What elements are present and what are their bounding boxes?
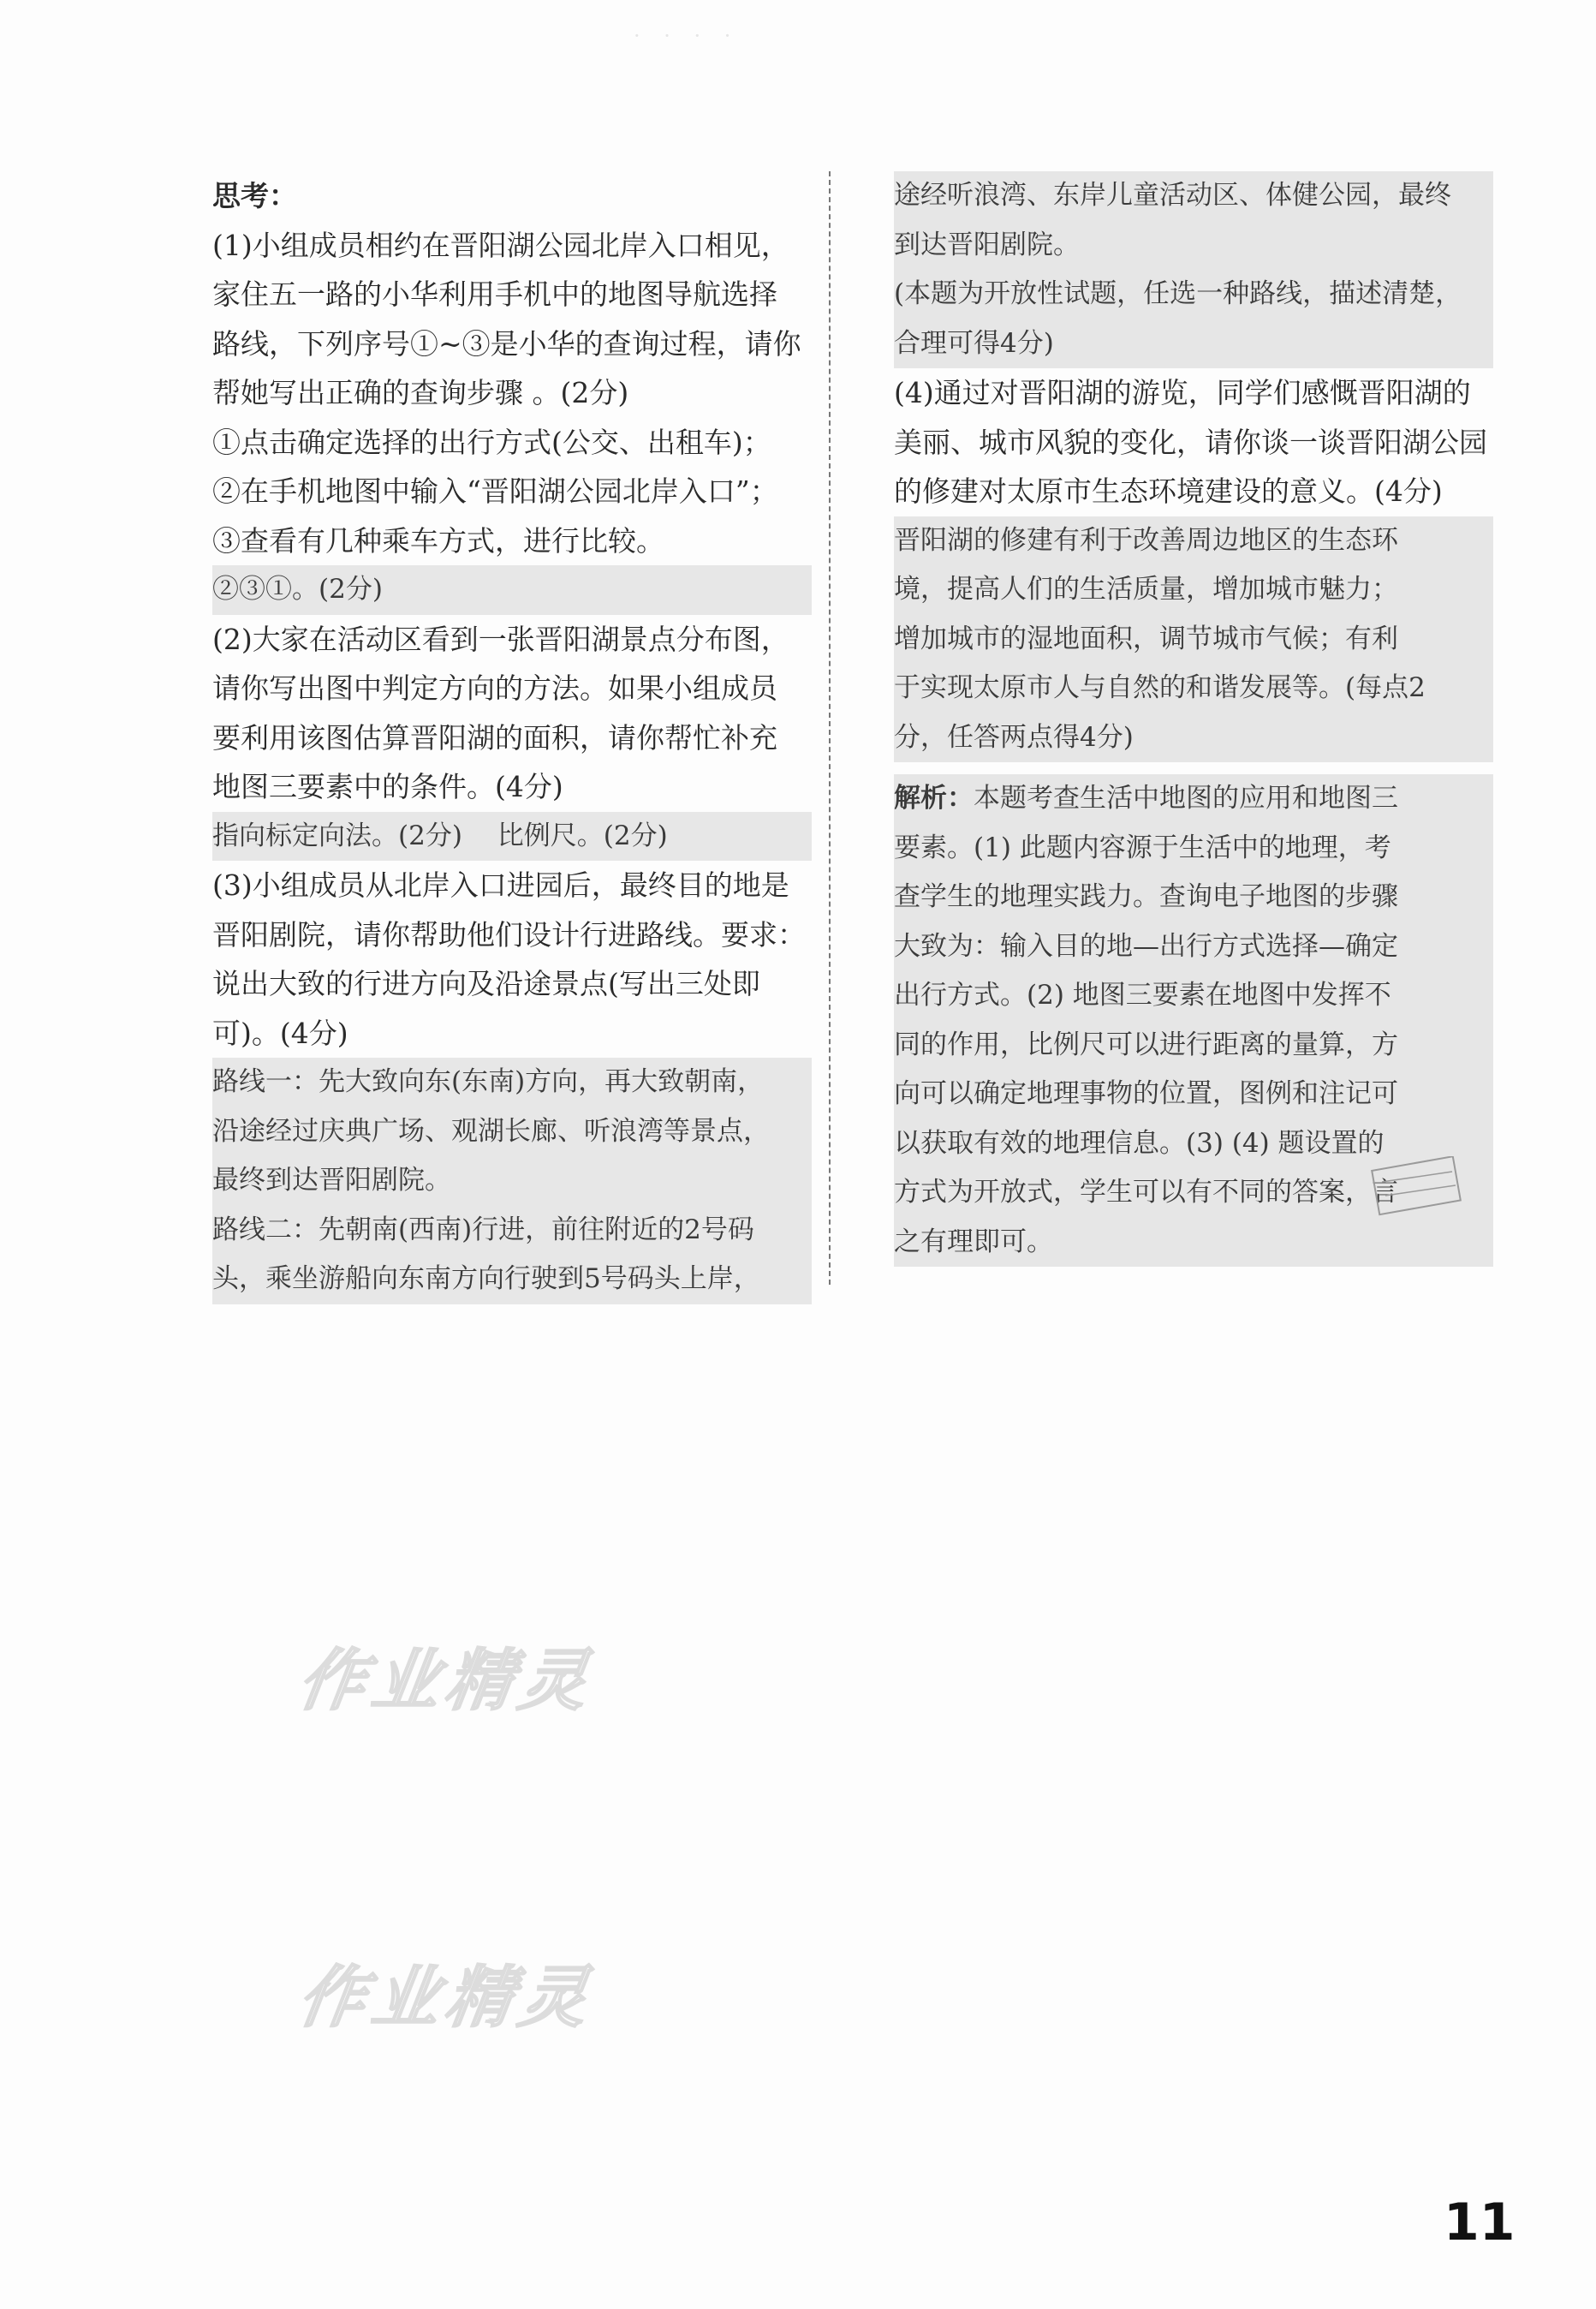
- question-4: [894, 368, 1493, 516]
- q3-line: 可)。(4分): [212, 1016, 348, 1050]
- analysis-line: 以获取有效的地理信息。(3) (4) 题设置的: [894, 1127, 1385, 1159]
- page-number: 11: [1444, 2193, 1516, 2252]
- a4-line: 增加城市的湿地面积，调节城市气候；有利: [894, 623, 1398, 654]
- answer-3-continued: [894, 171, 1493, 368]
- a3-line: 头，乘坐游船向东南方向行驶到5号码头上岸，: [212, 1263, 760, 1294]
- section-heading: 思考：: [212, 179, 297, 212]
- watermark: 作业精灵: [293, 1643, 599, 1720]
- question-2: [212, 615, 812, 812]
- q4-line: 美丽、城市风貌的变化，请你谈一谈晋阳湖公园: [894, 425, 1487, 459]
- analysis-text: 本题考查生活中地图的应用和地图三: [974, 783, 1398, 814]
- q4-line: 的修建对太原市生态环境建设的意义。(4分): [894, 474, 1443, 508]
- q1-line: ①点击确定选择的出行方式(公交、出租车)；: [212, 425, 771, 459]
- a3-line: 路线一：先大致向东(东南)方向，再大致朝南，: [212, 1066, 765, 1097]
- question-1: [212, 221, 812, 566]
- q1-line: ③查看有几种乘车方式，进行比较。: [212, 523, 664, 558]
- right-column: [894, 171, 1493, 1267]
- answer-2: 指向标定向法。(2分) 比例尺。(2分): [212, 812, 812, 862]
- q2-line: 请你写出图中判定方向的方法。如果小组成员: [212, 671, 777, 705]
- analysis-line: [894, 774, 1493, 824]
- a3-cont-line: 到达晋阳剧院。: [894, 229, 1080, 260]
- analysis-line: 大致为：输入目的地—出行方式选择—确定: [894, 930, 1398, 962]
- column-divider: [829, 171, 831, 1285]
- analysis-line: 出行方式。(2) 地图三要素在地图中发挥不: [894, 980, 1391, 1011]
- q4-line: (4)通过对晋阳湖的游览，同学们感慨晋阳湖的: [894, 376, 1471, 409]
- question-3: [212, 861, 812, 1058]
- a3-cont-line: 途经听浪湾、东岸儿童活动区、体健公园，最终: [894, 180, 1451, 211]
- analysis-line: 向可以确定地理事物的位置，图例和注记可: [894, 1078, 1398, 1109]
- a3-line: 路线二：先朝南(西南)行进，前往附近的2号码: [212, 1214, 754, 1245]
- analysis-line: 同的作用，比例尺可以进行距离的量算，方: [894, 1029, 1398, 1060]
- a4-line: 分，任答两点得4分): [894, 721, 1134, 753]
- q3-line: 说出大致的行进方向及沿途景点(写出三处即: [212, 967, 760, 1000]
- q1-line: (1)小组成员相约在晋阳湖公园北岸入口相见，: [212, 228, 789, 262]
- analysis-line: 之有理即可。: [894, 1226, 1053, 1257]
- q2-line: 地图三要素中的条件。(4分): [212, 770, 563, 803]
- a4-line: 境，提高人们的生活质量，增加城市魅力；: [894, 574, 1398, 605]
- answer-4: [894, 516, 1493, 763]
- analysis-line: 要素。(1) 此题内容源于生活中的地理，考: [894, 832, 1391, 863]
- analysis-line: 查学生的地理实践力。查询电子地图的步骤: [894, 881, 1398, 912]
- answer-3: [212, 1058, 812, 1304]
- q3-line: 晋阳剧院，请你帮助他们设计行进路线。要求：: [212, 917, 806, 952]
- a3-line: 最终到达晋阳剧院。: [212, 1165, 451, 1196]
- q1-line: 家住五一路的小华利用手机中的地图导航选择: [212, 277, 777, 311]
- top-decoration: · · · ·: [634, 24, 740, 48]
- a3-cont-line: 合理可得4分): [894, 327, 1054, 359]
- q1-line: ②在手机地图中输入“晋阳湖公园北岸入口”；: [212, 474, 778, 508]
- q3-line: (3)小组成员从北岸入口进园后，最终目的地是: [212, 868, 789, 902]
- q1-line: 路线，下列序号①~③是小华的查询过程，请你: [212, 326, 801, 361]
- analysis-line: 方式为开放式，学生可以有不同的答案，言: [894, 1177, 1398, 1208]
- q2-line: (2)大家在活动区看到一张晋阳湖景点分布图，: [212, 622, 789, 656]
- a3-cont-line: (本题为开放性试题，任选一种路线，描述清楚，: [894, 278, 1462, 309]
- stamp-mark: [1370, 1156, 1464, 1216]
- left-column: [212, 171, 812, 1304]
- a4-line: 晋阳湖的修建有利于改善周边地区的生态环: [894, 524, 1398, 556]
- analysis-label: 解析：: [894, 783, 974, 814]
- a3-line: 沿途经过庆典广场、观湖长廊、听浪湾等景点，: [212, 1115, 770, 1147]
- a4-line: 于实现太原市人与自然的和谐发展等。(每点2: [894, 672, 1426, 703]
- q2-line: 要利用该图估算晋阳湖的面积，请你帮忙补充: [212, 720, 777, 755]
- watermark: 作业精灵: [293, 1960, 599, 2037]
- answer-1: ②③①。(2分): [212, 565, 812, 615]
- q1-line: 帮她写出正确的查询步骤 。(2分): [212, 376, 629, 409]
